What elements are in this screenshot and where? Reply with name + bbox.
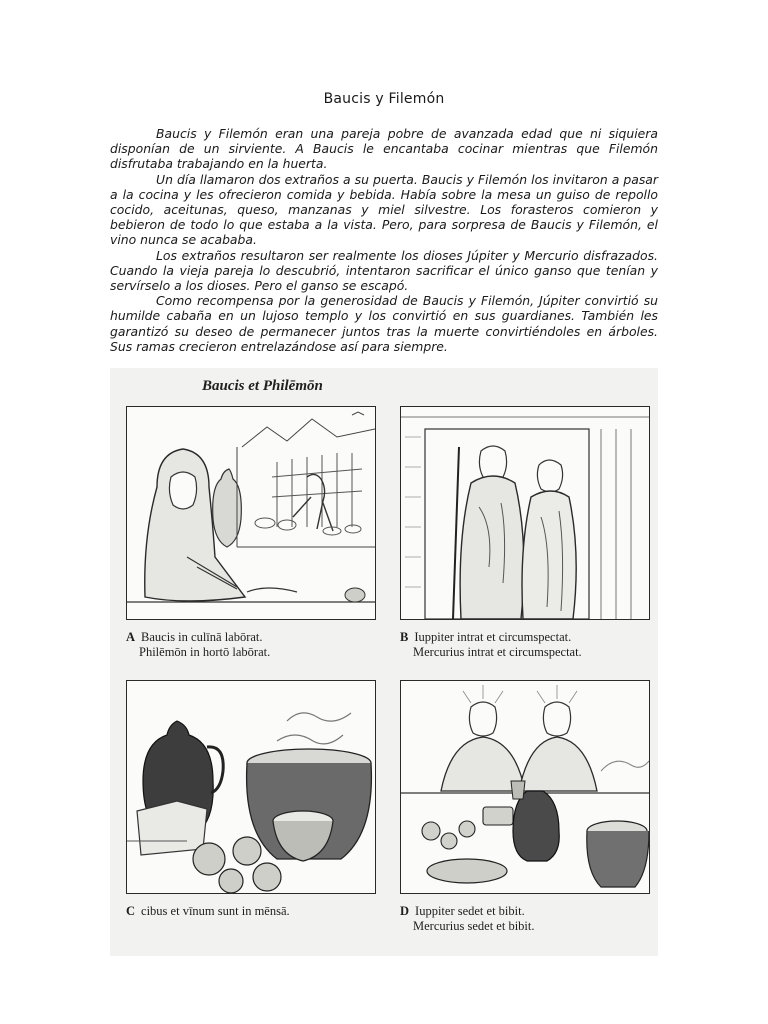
caption-b (400, 630, 582, 660)
panel-c-illustration (126, 680, 376, 894)
paragraph: Baucis y Filemón eran una pareja pobre de avanzada edad que ni siquiera disponían de un sirviente. A Baucis le encantaba cocinar mientras que Filemón disfrutaba trabajando en la huerta. (110, 126, 658, 172)
caption-line: Baucis in culīnā labōrat. (141, 630, 263, 644)
caption-d (400, 904, 535, 934)
illustration-title: Baucis et Philēmōn (202, 378, 323, 394)
caption-a (126, 630, 270, 660)
caption-line: Mercurius sedet et bibit. (413, 919, 535, 933)
page-title: Baucis y Filemón (323, 91, 445, 107)
caption-letter: B (400, 630, 409, 644)
caption-letter: A (126, 630, 136, 644)
caption-line: Philēmōn in hortō labōrat. (139, 645, 271, 659)
panel-b-illustration (400, 406, 650, 620)
scanned-illustration (110, 368, 658, 956)
caption-line: Iuppiter intrat et circumspectat. (414, 630, 572, 644)
panel-d-illustration (400, 680, 650, 894)
paragraph: Un día llamaron dos extraños a su puerta. Baucis y Filemón los invitaron a pasar a la cocina y les ofrecieron comida y bebida. Había sobre la mesa un guiso de repollo cocido, aceitunas, queso, manzanas y miel silvestre. Los forasteros comieron y bebieron de todo lo que estaba a la vista. Pero, para sorpresa de Baucis y Filemón, el vino nunca se acababa. (110, 171, 658, 248)
caption-line: cibus et vīnum sunt in mēnsā. (141, 904, 290, 918)
caption-line: Mercurius intrat et circumspectat. (413, 645, 582, 659)
paragraph: Como recompensa por la generosidad de Baucis y Filemón, Júpiter convirtió su humilde cabaña en un lujoso templo y los convirtió en sus guardianes. También les garantizó su deseo de permanecer juntos tras la muerte convirtiéndoles en árboles. Sus ramas crecieron entrelazándose así para siempre. (110, 293, 658, 354)
caption-line: Iuppiter sedet et bibit. (415, 904, 525, 918)
panel-a-illustration (126, 406, 376, 620)
caption-letter: D (400, 904, 410, 918)
paragraph: Los extraños resultaron ser realmente los dioses Júpiter y Mercurio disfrazados. Cuando la vieja pareja lo descubrió, intentaron sacrificar el único ganso que tenían y servírselo a los dioses. Pero el ganso se escapó. (110, 247, 658, 294)
caption-c (126, 904, 290, 919)
body-text (110, 126, 658, 354)
caption-letter: C (126, 904, 136, 918)
